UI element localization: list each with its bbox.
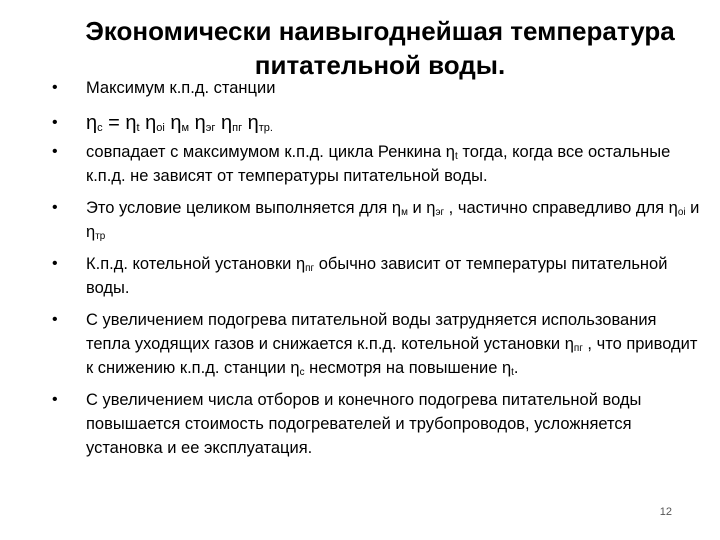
- bullet-max-efficiency: [52, 76, 702, 100]
- bullet-dot-icon: •: [52, 143, 58, 160]
- bullet-text: С увеличением числа отборов и конечного подогрева питательной воды повышается стоимость подогревателей и трубопроводов, усложняется установка и ее эксплуатация.: [86, 391, 642, 457]
- bullet-formula: [52, 108, 702, 138]
- bullet-dot-icon: •: [52, 391, 58, 408]
- bullet-text: Это условие целиком выполняется для $\eta_м$ и $\eta_{эг}$ , частично справедливо для $\eta_{оi}$ и $\eta_{тр}$: [86, 199, 700, 242]
- efficiency-formula: $\eta_с = \eta_t$ $\eta_{оi}$ $\eta_м$ $\eta_{эг}$ $\eta_{пг}$ $\eta_{тр.}$: [86, 112, 273, 134]
- bullet-text: Максимум к.п.д. станции: [86, 79, 276, 97]
- bullet-dot-icon: •: [52, 311, 58, 328]
- bullet-condition: [52, 196, 702, 244]
- page-number: 12: [659, 506, 672, 518]
- bullet-dot-icon: •: [52, 79, 58, 96]
- bullet-text: С увеличением подогрева питательной воды затрудняется использования тепла уходящих газов и снижается к.п.д. котельной установки $\eta_{пг}$ , что приводит к снижению к.п.д. станции $\eta_с$ несмотря на повышение $\eta_t$.: [86, 311, 698, 378]
- bullet-dot-icon: •: [52, 255, 58, 272]
- bullet-dot-icon: •: [52, 114, 58, 131]
- slide-title: Экономически наивыгоднейшая температура питательной воды.: [85, 16, 675, 80]
- bullet-text: К.п.д. котельной установки $\eta_{пг}$ обычно зависит от температуры питательной воды.: [86, 255, 668, 297]
- bullet-boiler: [52, 252, 702, 300]
- bullet-text: совпадает с максимумом к.п.д. цикла Ренкина $\eta_t$ тогда, когда все остальные к.п.д. не зависят от температуры питательной воды.: [86, 143, 671, 185]
- bullet-dot-icon: •: [52, 199, 58, 216]
- bullet-heating: [52, 308, 702, 380]
- bullet-rankine: [52, 140, 702, 188]
- bullet-extractions: [52, 388, 702, 460]
- bullet-list: [52, 76, 702, 468]
